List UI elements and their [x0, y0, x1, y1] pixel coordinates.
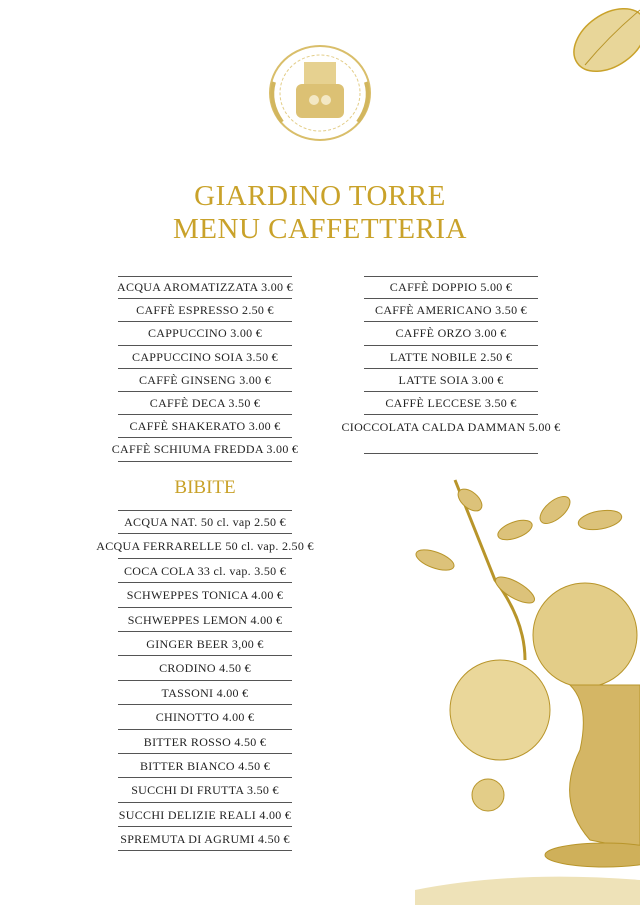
menu-item: CAFFÈ DECA 3.50 € [0, 392, 410, 415]
menu-item: CAFFÈ LECCESE 3.50 € [340, 392, 562, 415]
menu-item: ACQUA FERRARELLE 50 cl. vap. 2.50 € [0, 534, 410, 558]
menu-item: ACQUA NAT. 50 cl. vap 2.50 € [0, 510, 410, 534]
menu-item: CAFFÈ GINSENG 3.00 € [0, 369, 410, 392]
menu-item: SPREMUTA DI AGRUMI 4.50 € [0, 827, 410, 851]
bibite-heading: BIBITE [174, 477, 236, 498]
menu-item: CAFFÈ ORZO 3.00 € [340, 322, 562, 345]
menu-item: CAPPUCCINO SOIA 3.50 € [0, 346, 410, 369]
menu-item: SCHWEPPES LEMON 4.00 € [0, 608, 410, 632]
menu-item: CAFFÈ SCHIUMA FREDDA 3.00 € [0, 438, 410, 461]
menu-item: SUCCHI DI FRUTTA 3.50 € [0, 778, 410, 802]
menu-item: SCHWEPPES TONICA 4.00 € [0, 583, 410, 607]
menu-item: ACQUA AROMATIZZATA 3.00 € [0, 276, 410, 299]
menu-item: GINGER BEER 3,00 € [0, 632, 410, 656]
almond-illustration [565, 0, 640, 90]
menu-item: CRODINO 4.50 € [0, 656, 410, 680]
menu-item: CIOCCOLATA CALDA DAMMAN 5.00 € [340, 415, 562, 454]
menu-item: LATTE NOBILE 2.50 € [340, 346, 562, 369]
menu-item: CHINOTTO 4.00 € [0, 705, 410, 729]
caffetteria-right-list [340, 276, 562, 454]
menu-item: CAFFÈ SHAKERATO 3.00 € [0, 415, 410, 438]
menu-item: BITTER BIANCO 4.50 € [0, 754, 410, 778]
title-line-1: GIARDINO TORRE [194, 180, 446, 212]
menu-item: SUCCHI DELIZIE REALI 4.00 € [0, 803, 410, 827]
menu-title [0, 180, 640, 246]
menu-item: BITTER ROSSO 4.50 € [0, 730, 410, 754]
title-line-2: MENU CAFFETTERIA [173, 213, 467, 245]
menu-item: TASSONI 4.00 € [0, 681, 410, 705]
menu-item: CAFFÈ DOPPIO 5.00 € [340, 276, 562, 299]
citrus-vase-illustration [415, 470, 640, 905]
menu-item: COCA COLA 33 cl. vap. 3.50 € [0, 559, 410, 583]
bibite-list [0, 510, 410, 851]
menu-item: CAPPUCCINO 3.00 € [0, 322, 410, 345]
menu-item: CAFFÈ AMERICANO 3.50 € [340, 299, 562, 322]
delizie-reali-crest-logo [264, 42, 376, 144]
menu-item: LATTE SOIA 3.00 € [340, 369, 562, 392]
menu-item: CAFFÈ ESPRESSO 2.50 € [0, 299, 410, 322]
